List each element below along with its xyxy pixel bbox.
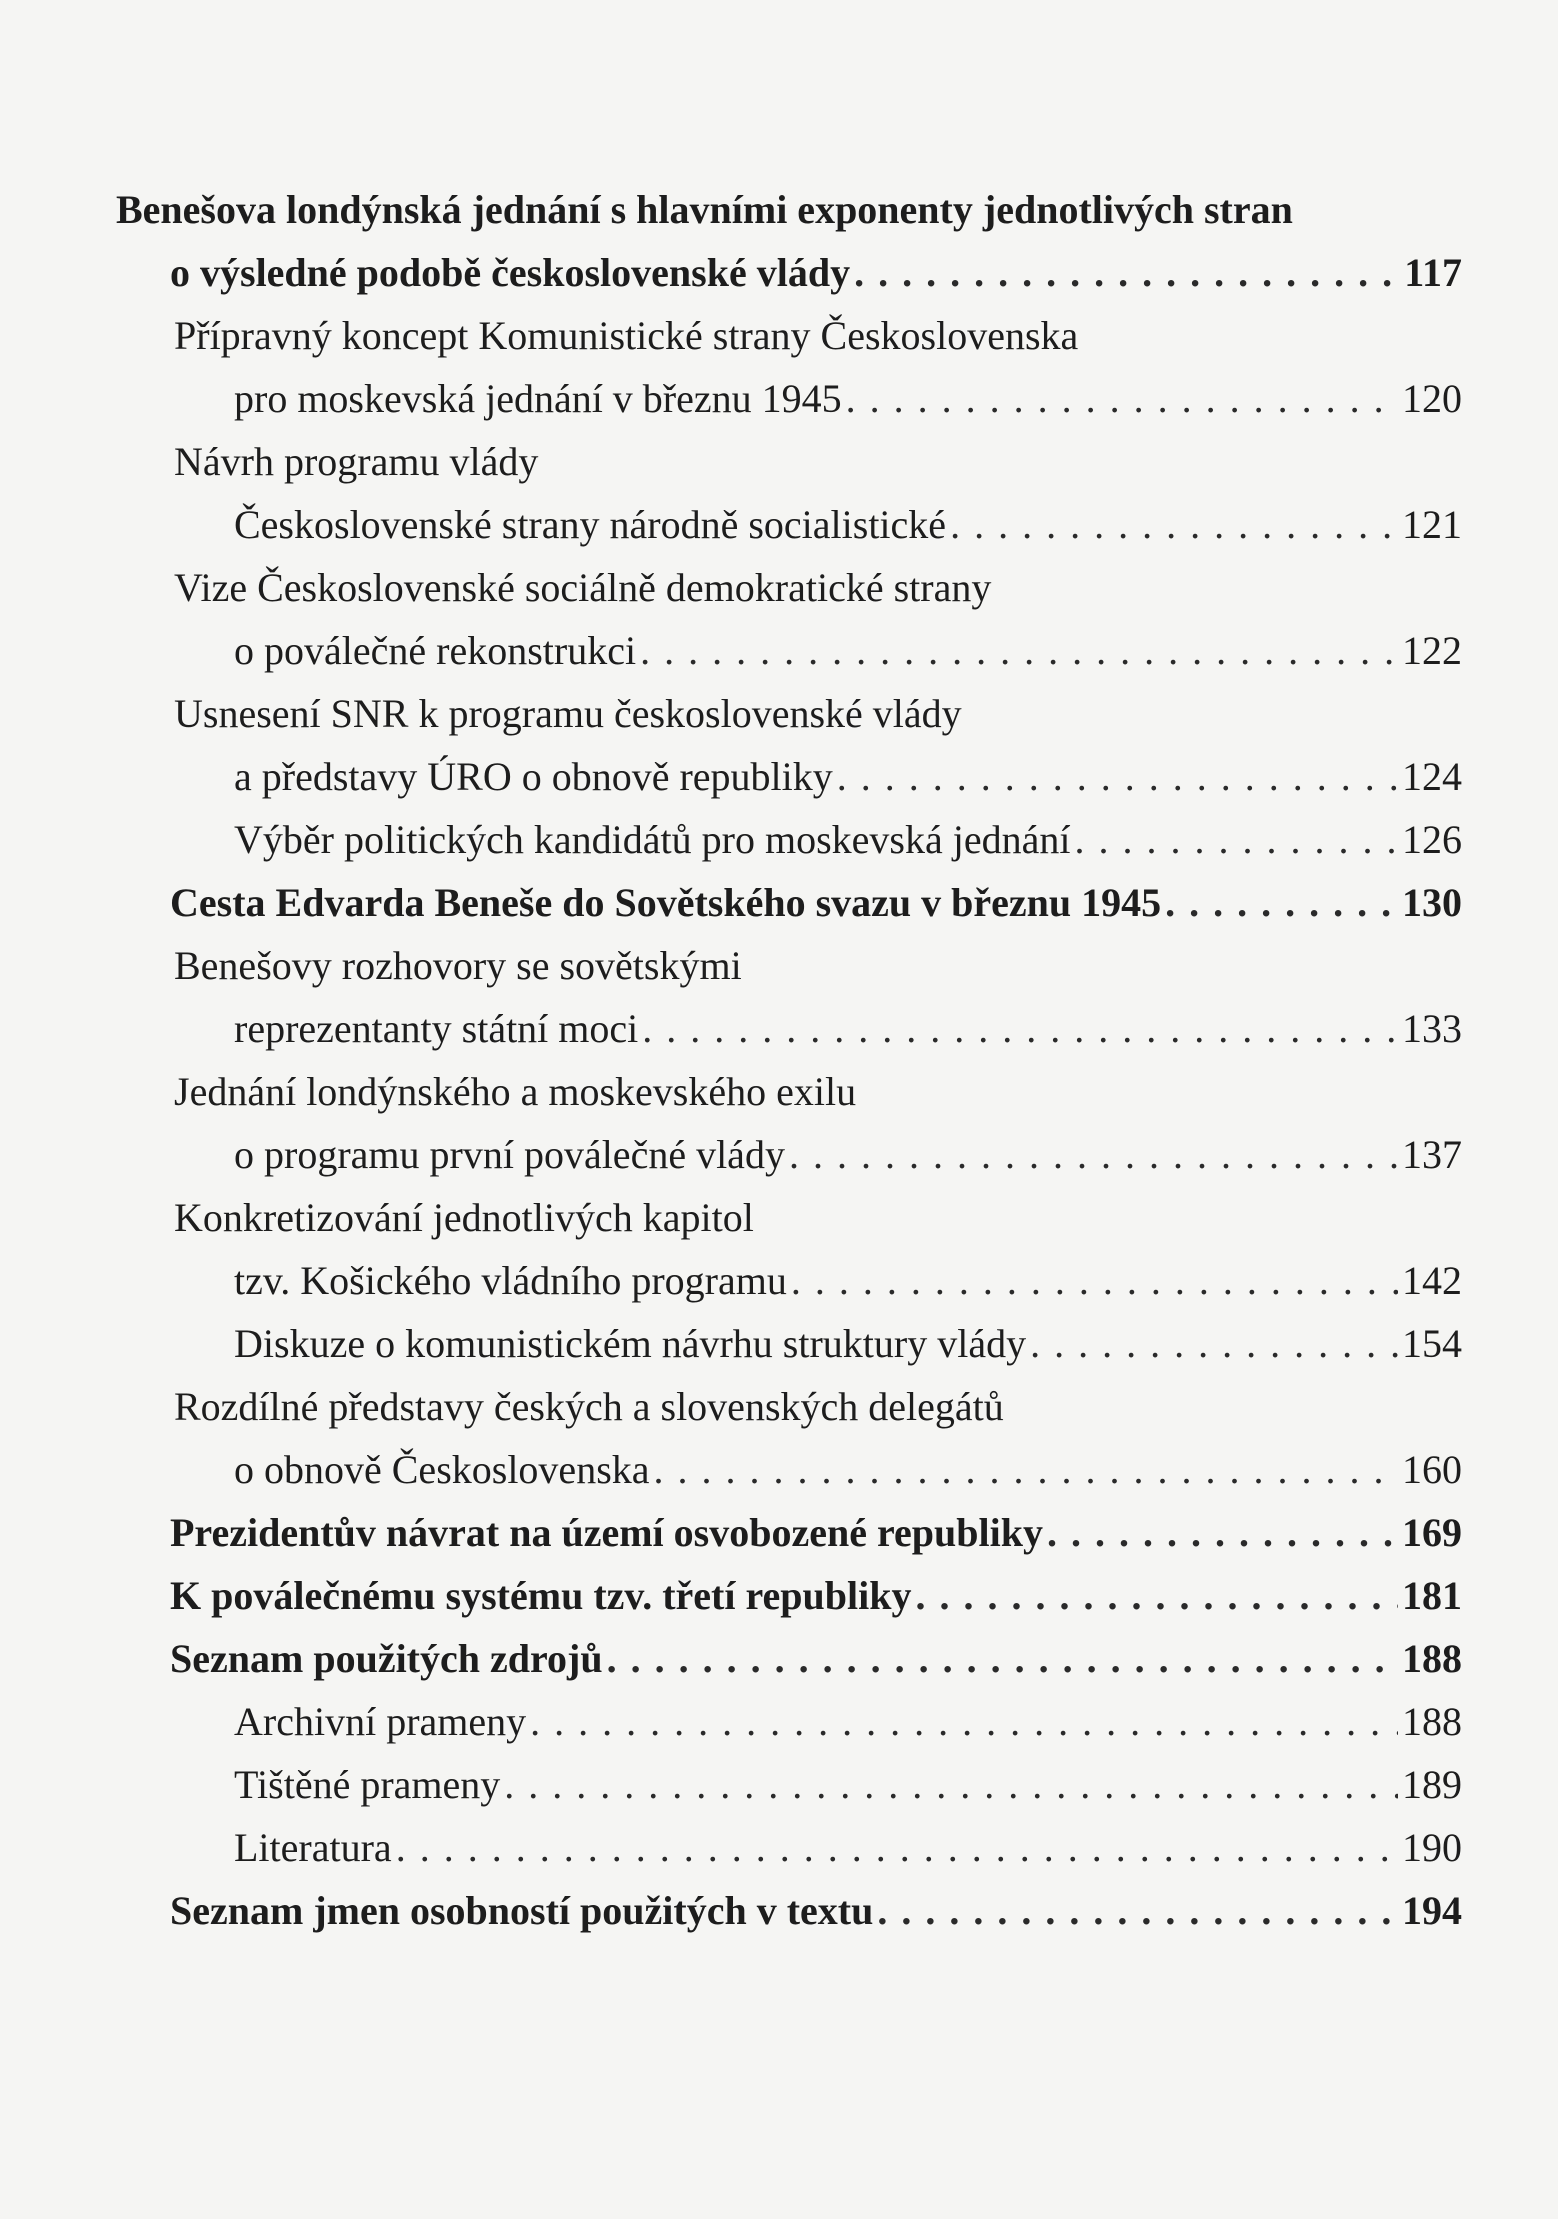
dot-leader [1047, 1501, 1398, 1564]
toc-section-entry [116, 1753, 1462, 1816]
toc-entry-final-line [234, 997, 1462, 1060]
dot-leader [640, 619, 1398, 682]
toc-section-entry [116, 556, 1462, 682]
toc-entry-title: Prezidentův návrat na území osvobozené republiky [170, 1510, 1043, 1555]
toc-entry-title-line: Konkretizování jednotlivých kapitol [174, 1195, 754, 1240]
toc-entry-final-line [234, 493, 1462, 556]
toc-entry-title-line: Rozdílné představy českých a slovenských delegátů [174, 1384, 1004, 1429]
toc-chapter-entry [116, 1627, 1462, 1690]
toc-entry-title-line: Vize Československé sociálně demokratické strany [174, 565, 992, 610]
toc-section-entry [116, 682, 1462, 808]
toc-entry-final-line [234, 619, 1462, 682]
toc-section-entry [116, 934, 1462, 1060]
dot-leader [396, 1816, 1398, 1879]
toc-entry-final-line [234, 1753, 1462, 1816]
toc-page-number: 117 [1404, 250, 1462, 295]
toc-entry-final-line [234, 367, 1462, 430]
toc-entry-final-line [170, 1501, 1462, 1564]
dot-leader [846, 367, 1398, 430]
toc-page-number: 189 [1402, 1762, 1462, 1807]
dot-leader [642, 997, 1398, 1060]
toc-section-entry [116, 1816, 1462, 1879]
toc-chapter-entry [116, 1879, 1462, 1942]
toc-entry-title: Československé strany národně socialistické [234, 502, 947, 547]
toc-entry-title: Výběr politických kandidátů pro moskevská jednání [234, 817, 1071, 862]
toc-chapter-entry [116, 1564, 1462, 1627]
toc-page-number: 142 [1402, 1258, 1462, 1303]
toc-entry-final-line [170, 1627, 1462, 1690]
toc-entry-final-line [170, 1564, 1462, 1627]
toc-entry-title: o programu první poválečné vlády [234, 1132, 785, 1177]
toc-entry-final-line [234, 1438, 1462, 1501]
toc-entry-title: o poválečné rekonstrukci [234, 628, 637, 673]
toc-entry-final-line [234, 1123, 1462, 1186]
toc-entry-title-line: Benešova londýnská jednání s hlavními exponenty jednotlivých stran [116, 187, 1293, 232]
toc-entry-final-line [234, 1249, 1462, 1312]
dot-leader [950, 493, 1398, 556]
toc-section-entry [116, 304, 1462, 430]
toc-page-number: 181 [1402, 1573, 1462, 1618]
toc-chapter-entry [116, 871, 1462, 934]
dot-leader [654, 1438, 1398, 1501]
toc-page-number: 122 [1402, 628, 1462, 673]
toc-entry-title: Cesta Edvarda Beneše do Sovětského svazu v březnu 1945 [170, 880, 1162, 925]
dot-leader [1074, 808, 1398, 871]
toc-section-entry [116, 1690, 1462, 1753]
toc-entry-final-line [234, 745, 1462, 808]
dot-leader [789, 1123, 1398, 1186]
toc-entry-final-line [234, 808, 1462, 871]
toc-entry-final-line [170, 1879, 1462, 1942]
toc-entry-final-line [234, 1312, 1462, 1375]
toc-page-number: 188 [1402, 1636, 1462, 1681]
toc-page-number: 124 [1402, 754, 1462, 799]
dot-leader [837, 745, 1398, 808]
toc-section-entry [116, 1186, 1462, 1312]
toc-section-entry [116, 1060, 1462, 1186]
toc-section-entry [116, 430, 1462, 556]
toc-page-number: 120 [1402, 376, 1462, 421]
toc-entry-title: tzv. Košického vládního programu [234, 1258, 787, 1303]
toc-page-number: 188 [1402, 1699, 1462, 1744]
toc-entry-title-line: Benešovy rozhovory se sovětskými [174, 943, 742, 988]
toc-section-entry [116, 1375, 1462, 1501]
dot-leader [854, 241, 1400, 304]
toc-page-number: 133 [1402, 1006, 1462, 1051]
dot-leader [607, 1627, 1398, 1690]
toc-page-number: 194 [1402, 1888, 1462, 1933]
toc-section-entry [116, 808, 1462, 871]
toc-page-number: 154 [1402, 1321, 1462, 1366]
toc-entry-title: Literatura [234, 1825, 392, 1870]
toc-entry-title: Diskuze o komunistickém návrhu struktury vlády [234, 1321, 1027, 1366]
toc-entry-title: o obnově Československa [234, 1447, 650, 1492]
dot-leader [877, 1879, 1398, 1942]
toc-entry-title-line: Jednání londýnského a moskevského exilu [174, 1069, 857, 1114]
toc-entry-final-line [170, 871, 1462, 934]
toc-section-entry [116, 1312, 1462, 1375]
toc-entry-title: a představy ÚRO o obnově republiky [234, 754, 833, 799]
toc-entry-title-line: Usnesení SNR k programu československé vlády [174, 691, 962, 736]
toc-page-number: 169 [1402, 1510, 1462, 1555]
toc-entry-final-line [234, 1816, 1462, 1879]
dot-leader [791, 1249, 1398, 1312]
toc-entry-final-line [170, 241, 1462, 304]
toc-page-number: 126 [1402, 817, 1462, 862]
toc-entry-title: Tištěné prameny [234, 1762, 501, 1807]
toc-page-number: 190 [1402, 1825, 1462, 1870]
toc-entry-title: o výsledné podobě československé vlády [170, 250, 851, 295]
dot-leader [530, 1690, 1398, 1753]
dot-leader [1165, 871, 1398, 934]
toc-chapter-entry [116, 1501, 1462, 1564]
toc-entry-title: Seznam použitých zdrojů [170, 1636, 603, 1681]
toc-page-number: 130 [1402, 880, 1462, 925]
toc-entry-title-line: Přípravný koncept Komunistické strany Československa [174, 313, 1079, 358]
dot-leader [1030, 1312, 1398, 1375]
dot-leader [915, 1564, 1398, 1627]
toc-page-number: 121 [1402, 502, 1462, 547]
toc-page-number: 137 [1402, 1132, 1462, 1177]
toc-entry-title: Archivní prameny [234, 1699, 527, 1744]
toc-entry-title: Seznam jmen osobností použitých v textu [170, 1888, 874, 1933]
toc-entry-title: reprezentanty státní moci [234, 1006, 639, 1051]
toc-entry-title: K poválečnému systému tzv. třetí republiky [170, 1573, 912, 1618]
toc-page-number: 160 [1402, 1447, 1462, 1492]
toc-entry-title: pro moskevská jednání v březnu 1945 [234, 376, 842, 421]
toc-chapter-entry [116, 178, 1462, 304]
toc-entry-final-line [234, 1690, 1462, 1753]
dot-leader [504, 1753, 1398, 1816]
table-of-contents [116, 178, 1462, 1942]
toc-entry-title-line: Návrh programu vlády [174, 439, 539, 484]
